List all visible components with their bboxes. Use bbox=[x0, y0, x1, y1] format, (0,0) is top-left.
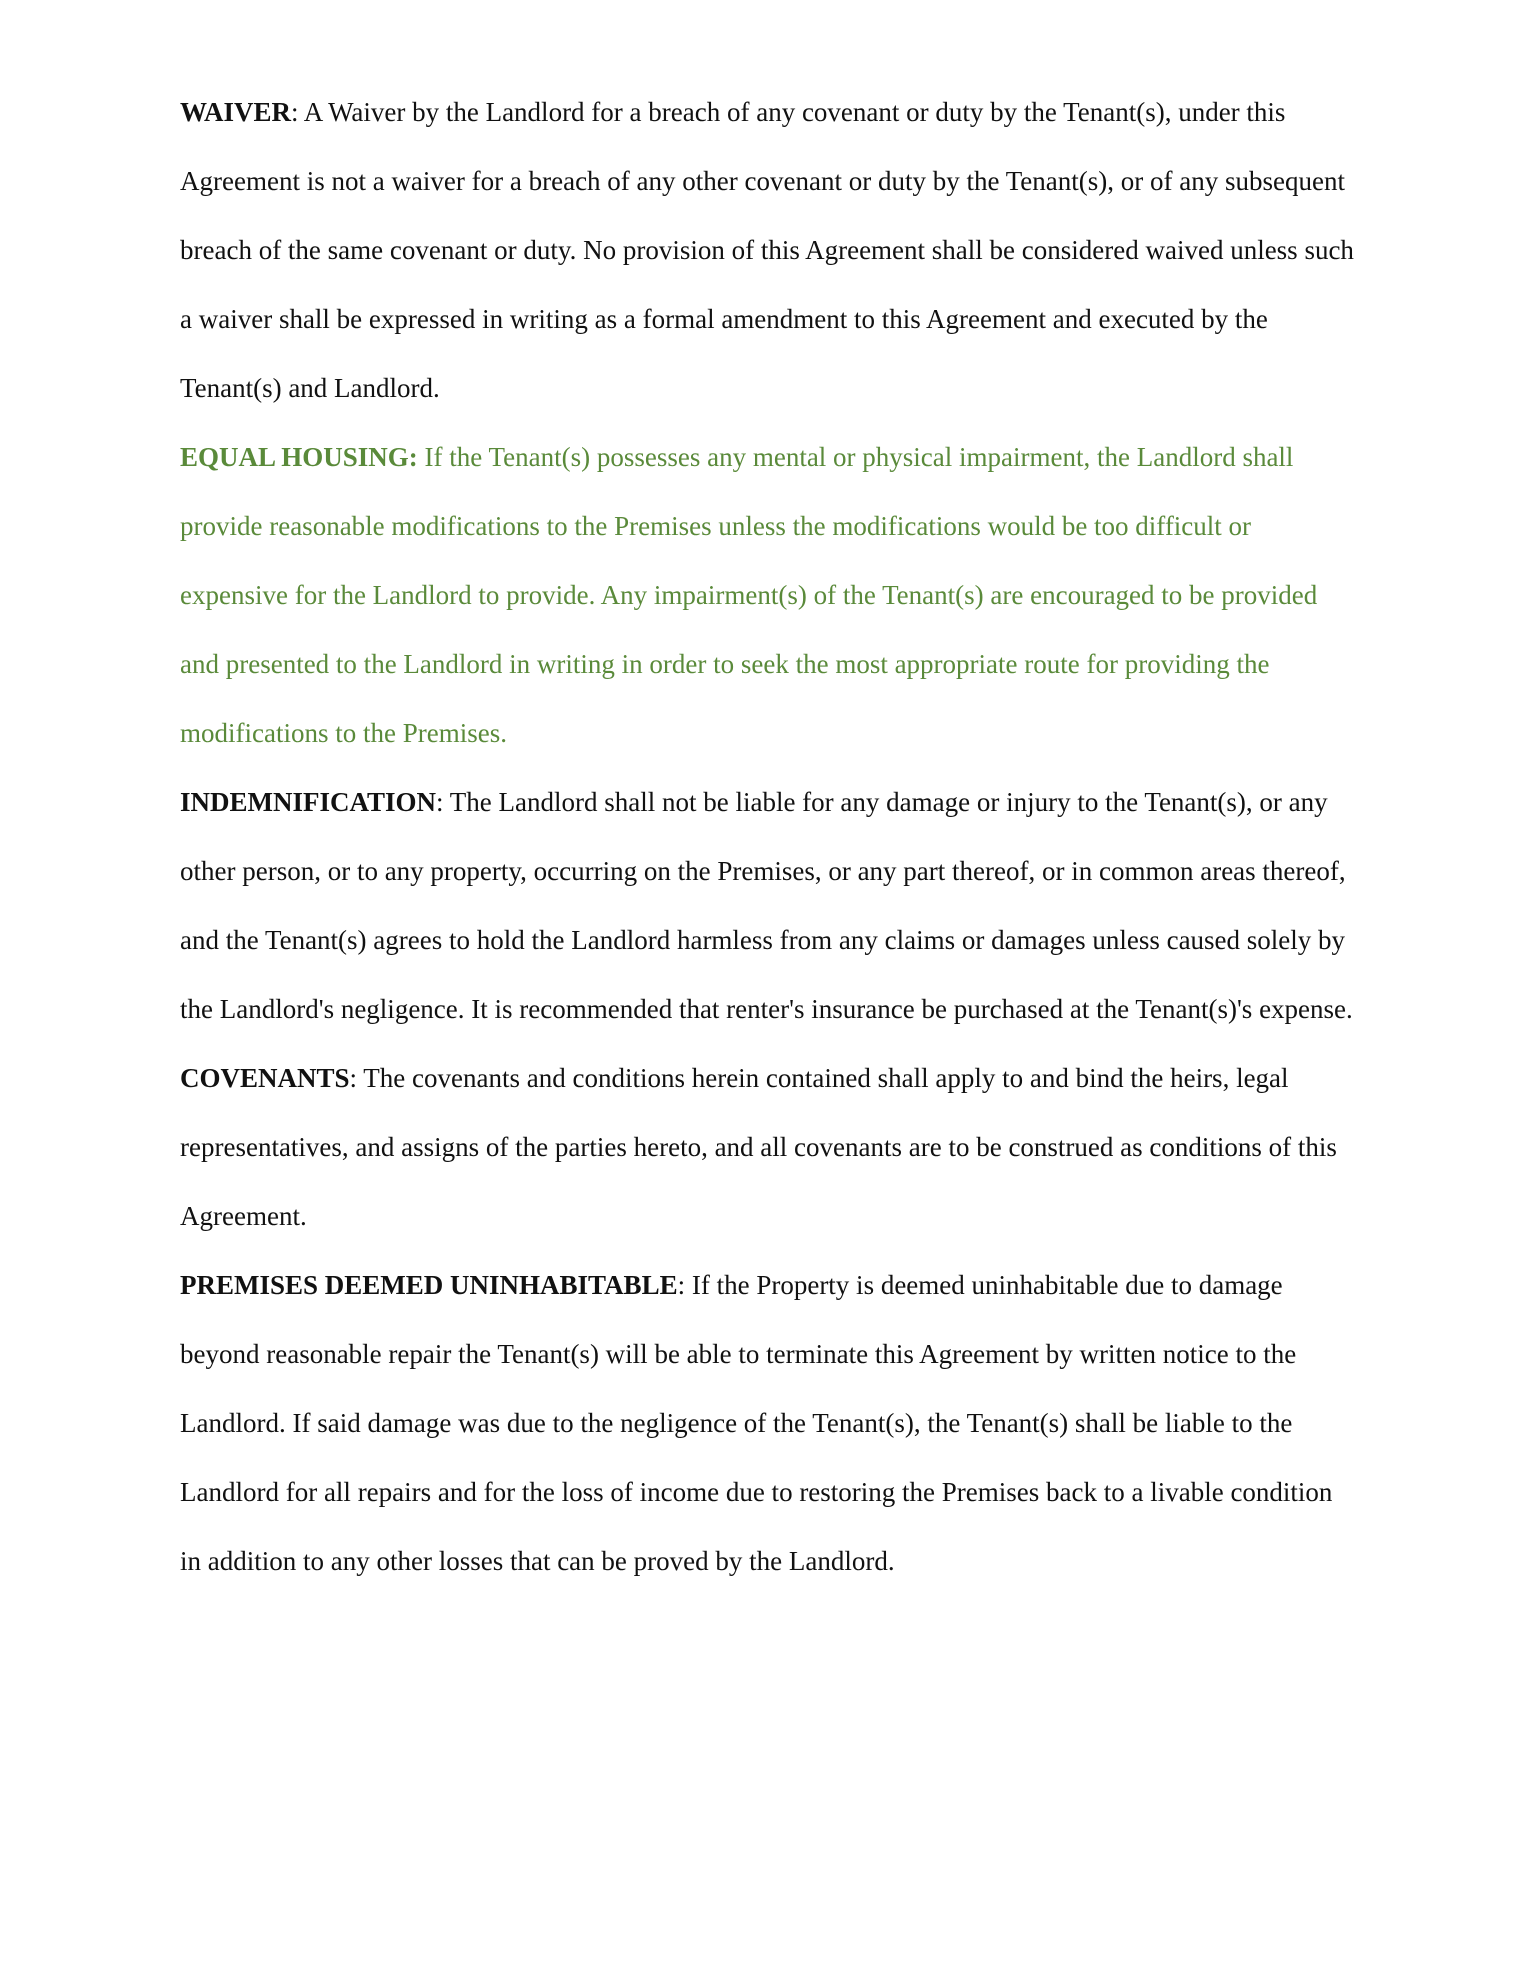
clause-body: If the Property is deemed uninhabitable due to damage beyond reasonable repair the Tenant(s) will be able to terminate this Agreement by written notice to the Landlord. If said damage was due to the negligence of the Tenant(s), the Tenant(s) shall be liable to the Landlord for all repairs and for the loss of income due to restoring the Premises back to a livable condition in addition to any other losses that can be proved by the Landlord. bbox=[180, 1270, 1333, 1576]
clause-heading: PREMISES DEEMED UNINHABITABLE bbox=[180, 1270, 678, 1300]
clause-body: A Waiver by the Landlord for a breach of any covenant or duty by the Tenant(s), under this Agreement is not a waiver for a breach of any other covenant or duty by the Tenant(s), or of any subsequent breach of the same covenant or duty. No provision of this Agreement shall be considered waived unless such a waiver shall be expressed in writing as a formal amendment to this Agreement and executed by the Tenant(s) and Landlord. bbox=[180, 97, 1354, 403]
clause-separator: : bbox=[436, 787, 450, 817]
clause-indemnification bbox=[180, 768, 1360, 1044]
clause-covenants bbox=[180, 1044, 1360, 1251]
clause-heading: EQUAL HOUSING: bbox=[180, 442, 418, 472]
clause-waiver bbox=[180, 78, 1360, 423]
clause-premises-uninhabitable bbox=[180, 1251, 1360, 1596]
clause-body: If the Tenant(s) possesses any mental or physical impairment, the Landlord shall provide reasonable modifications to the Premises unless the modifications would be too difficult or expensive for the Landlord to provide. Any impairment(s) of the Tenant(s) are encouraged to be provided and presented to the Landlord in writing in order to seek the most appropriate route for providing the modifications to the Premises. bbox=[180, 442, 1318, 748]
clause-separator: : bbox=[677, 1270, 692, 1300]
clause-heading: INDEMNIFICATION bbox=[180, 787, 437, 817]
clause-equal-housing bbox=[180, 423, 1360, 768]
clause-separator: : bbox=[349, 1063, 364, 1093]
clause-heading: WAIVER bbox=[180, 97, 292, 127]
clause-body: The Landlord shall not be liable for any damage or injury to the Tenant(s), or any other person, or to any property, occurring on the Premises, or any part thereof, or in common areas thereof, and the Tenant(s) agrees to hold the Landlord harmless from any claims or damages unless caused solely by the Landlord's negligence. It is recommended that renter's insurance be purchased at the Tenant(s)'s expense. bbox=[180, 787, 1353, 1024]
clause-heading: COVENANTS bbox=[180, 1063, 350, 1093]
clause-body: The covenants and conditions herein contained shall apply to and bind the heirs, legal representatives, and assigns of the parties hereto, and all covenants are to be construed as conditions of this Agreement. bbox=[180, 1063, 1337, 1231]
clause-separator: : bbox=[291, 97, 304, 127]
document-body bbox=[180, 78, 1360, 1596]
clause-separator bbox=[418, 442, 425, 472]
